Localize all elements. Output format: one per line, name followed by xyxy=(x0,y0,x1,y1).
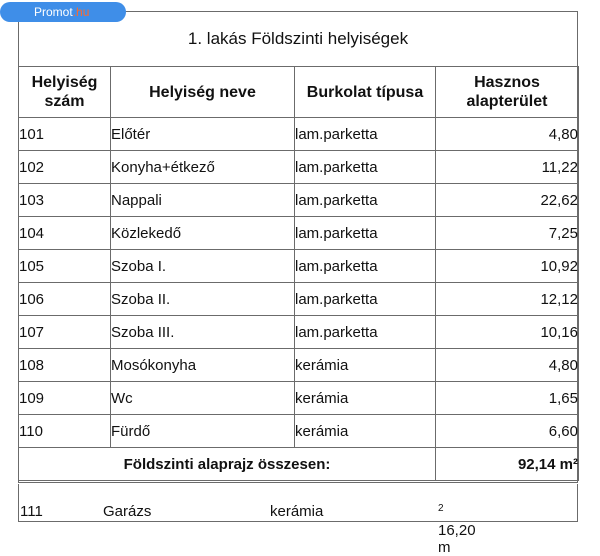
table-row xyxy=(19,217,579,250)
floor-type: kerámia xyxy=(295,349,436,382)
room-name: Mosókonyha xyxy=(111,349,295,382)
table-row xyxy=(19,118,579,151)
room-area: 12,12 xyxy=(436,283,579,316)
header-area: Hasznos alapterület xyxy=(436,67,579,118)
header-name: Helyiség neve xyxy=(111,67,295,118)
floor-type: kerámia xyxy=(295,415,436,448)
garage-number: 111 xyxy=(20,503,43,520)
floor-type: lam.parketta xyxy=(295,316,436,349)
room-name: Szoba I. xyxy=(111,250,295,283)
floor-type: lam.parketta xyxy=(295,283,436,316)
site-badge[interactable] xyxy=(0,2,126,22)
room-name: Nappali xyxy=(111,184,295,217)
room-name: Előtér xyxy=(111,118,295,151)
table-row xyxy=(19,349,579,382)
table-title: 1. lakás Földszinti helyiségek xyxy=(187,29,409,48)
floor-type: kerámia xyxy=(295,382,436,415)
room-number: 105 xyxy=(19,250,111,283)
room-number: 104 xyxy=(19,217,111,250)
header-floor: Burkolat típusa xyxy=(295,67,436,118)
room-area: 1,65 xyxy=(436,382,579,415)
room-number: 110 xyxy=(19,415,111,448)
room-number: 102 xyxy=(19,151,111,184)
room-area: 10,16 xyxy=(436,316,579,349)
badge-accent: .hu xyxy=(72,5,90,19)
header-number: Helyiség szám xyxy=(19,67,111,118)
room-area: 7,25 xyxy=(436,217,579,250)
garage-row xyxy=(18,484,578,556)
room-name: Wc xyxy=(111,382,295,415)
total-label: Földszinti alaprajz összesen: xyxy=(19,448,436,481)
room-number: 107 xyxy=(19,316,111,349)
room-name: Szoba III. xyxy=(111,316,295,349)
table-row xyxy=(19,283,579,316)
floor-type: lam.parketta xyxy=(295,118,436,151)
garage-floor: kerámia xyxy=(270,503,324,520)
room-number: 103 xyxy=(19,184,111,217)
floor-type: lam.parketta xyxy=(295,217,436,250)
table-row xyxy=(19,316,579,349)
table-row xyxy=(19,415,579,448)
room-number: 109 xyxy=(19,382,111,415)
room-area: 22,62 xyxy=(436,184,579,217)
room-area: 4,80 xyxy=(436,118,579,151)
garage-area: 16,20 m $^2$ xyxy=(438,503,476,556)
room-number: 106 xyxy=(19,283,111,316)
table-row xyxy=(19,184,579,217)
header-row xyxy=(19,67,579,118)
room-area: 10,92 xyxy=(436,250,579,283)
room-area: 11,22 xyxy=(436,151,579,184)
total-value: 92,14 m² xyxy=(436,448,579,481)
room-name: Fürdő xyxy=(111,415,295,448)
table-row xyxy=(19,151,579,184)
room-name: Konyha+étkező xyxy=(111,151,295,184)
floor-type: lam.parketta xyxy=(295,184,436,217)
room-name: Szoba II. xyxy=(111,283,295,316)
garage-name: Garázs xyxy=(103,503,152,520)
floor-type: lam.parketta xyxy=(295,250,436,283)
badge-label: Promot xyxy=(34,5,73,19)
room-area: 6,60 xyxy=(436,415,579,448)
total-row xyxy=(19,448,579,481)
table-row xyxy=(19,250,579,283)
room-area: 4,80 xyxy=(436,349,579,382)
rooms-table xyxy=(18,66,579,481)
table-row xyxy=(19,382,579,415)
room-number: 108 xyxy=(19,349,111,382)
room-number: 101 xyxy=(19,118,111,151)
floor-type: lam.parketta xyxy=(295,151,436,184)
room-name: Közlekedő xyxy=(111,217,295,250)
